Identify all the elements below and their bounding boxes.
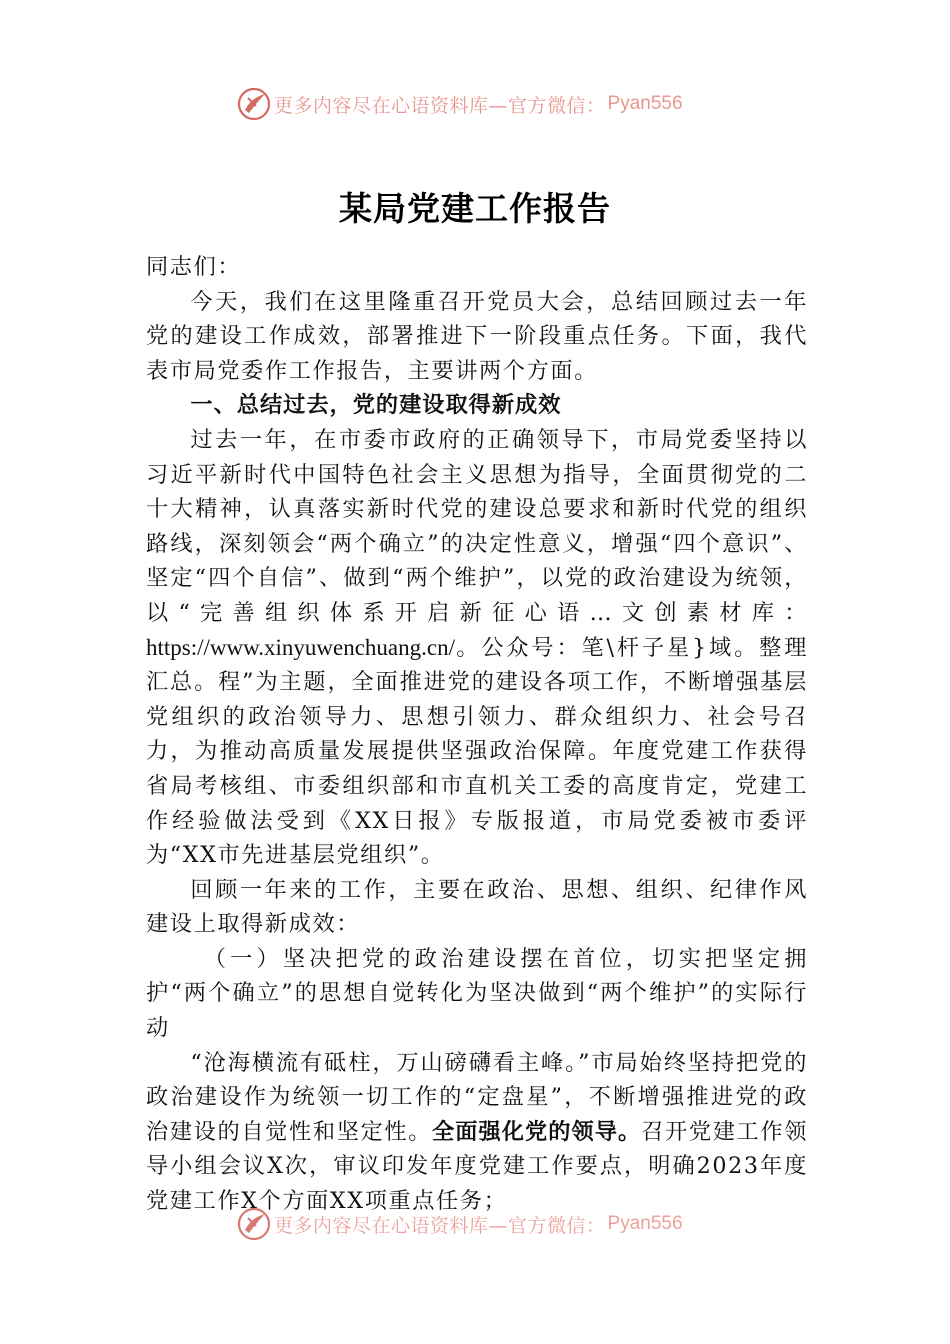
political-text-1: “沧海横流有砥柱，万山磅礴看主峰。”市局始终坚持把党的政治建设作为统领一切工作的“定盘星”，不断增强推进党的政治建设的自觉性和坚定性。 [146, 1049, 808, 1145]
political-paragraph [146, 1046, 808, 1219]
summary-paragraph [146, 423, 808, 873]
watermark-footer [236, 1206, 683, 1242]
bold-lead: 全面强化党的领导。 [432, 1118, 642, 1145]
watermark-logo-icon [236, 86, 272, 122]
document-body [146, 250, 808, 1219]
watermark-text: 更多内容尽在心语资料库—官方微信： [274, 94, 606, 117]
intro-paragraph: 今天，我们在这里隆重召开党员大会，总结回顾过去一年党的建设工作成效，部署推进下一阶段重点任务。下面，我代表市局党委作工作报告，主要讲两个方面。 [146, 288, 808, 384]
political-text-2: 召开党建工作领导小组会议X次，审议印发年度党建工作要点，明确2023年度党建工作X个方面XX项重点任务； [146, 1118, 808, 1215]
watermark-text: 更多内容尽在心语资料库—官方微信： [274, 1214, 606, 1237]
watermark-header [236, 86, 683, 122]
watermark-handle: Pyan556 [607, 93, 683, 114]
document-title: 某局党建工作报告 [339, 189, 611, 228]
summary-text-1: 过去一年，在市委市政府的正确领导下，市局党委坚持以习近平新时代中国特色社会主义思想为指导，全面贯彻党的二十大精神，认真落实新时代党的建设总要求和新时代党的组织路线，深刻领会“两个确立”的决定性意义，增强“四个意识”、坚定“四个自信”、做到“两个维护”，以党的政治建设为统领，以“完善组织体系开启新征心语…文创素材库： [146, 426, 808, 626]
watermark-logo-icon [236, 1206, 272, 1242]
salutation: 同志们： [146, 254, 242, 280]
watermark-handle: Pyan556 [607, 1213, 683, 1234]
summary-text-2: 。公众号：笔\杆子星}域。整理汇总。程”为主题，全面推进党的建设各项工作，不断增强基层党组织的政治领导力、思想引领力、群众组织力、社会号召力，为推动高质量发展提供坚强政治保障。年度党建工作获得省局考核组、市委组织部和市直机关工委的高度肯定，党建工作经验做法受到《XX日报》专版报道，市局党委被市委评为“XX市先进基层党组织”。 [146, 634, 808, 869]
review-paragraph: 回顾一年来的工作，主要在政治、思想、组织、纪律作风建设上取得新成效： [146, 876, 808, 938]
website-link[interactable]: https://www.xinyuwenchuang.cn/ [146, 634, 455, 660]
section-heading-1: 一、总结过去，党的建设取得新成效 [190, 392, 562, 419]
subheading-1: （一）坚决把党的政治建设摆在首位，切实把坚定拥护“两个确立”的思想自觉转化为坚决做到“两个维护”的实际行动 [146, 945, 808, 1042]
